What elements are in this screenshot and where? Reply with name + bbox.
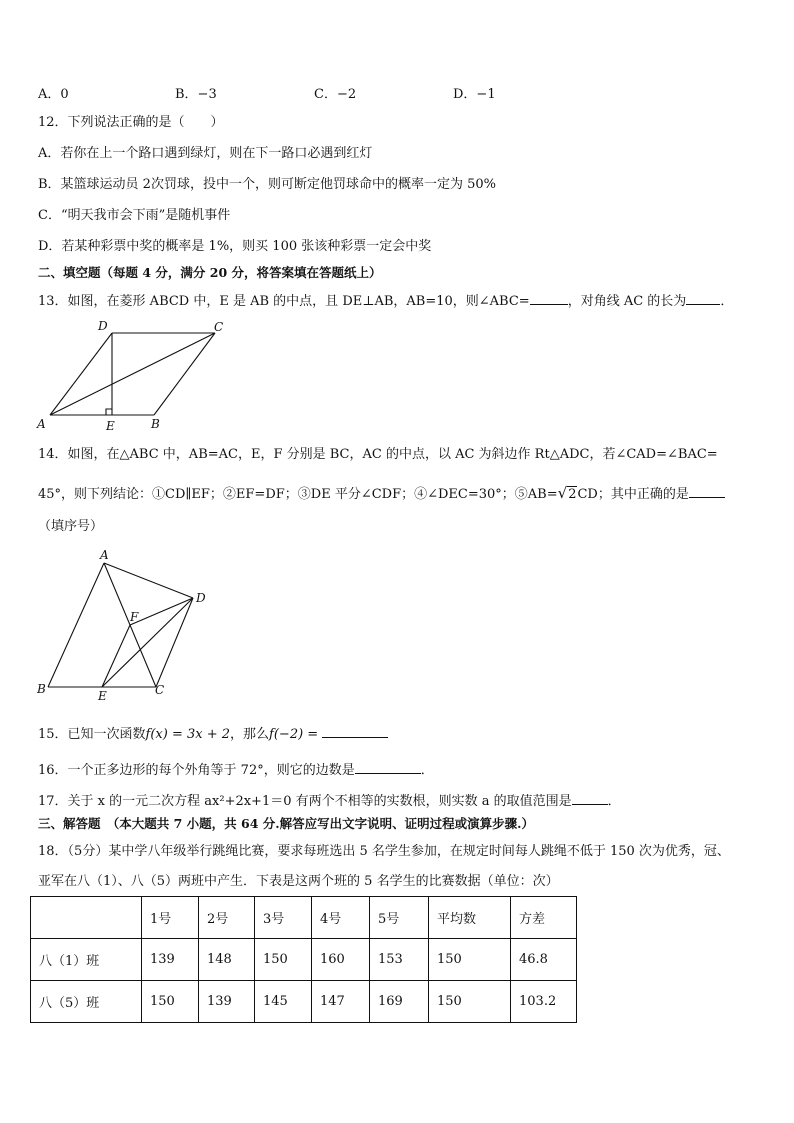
table-header-cell: 1号 bbox=[142, 897, 199, 939]
q11-option-d: D．−1 bbox=[453, 87, 496, 102]
edge-ad bbox=[50, 333, 112, 415]
table-cell: 103.2 bbox=[511, 981, 577, 1023]
q18-line-2: 亚军在八（1）、八（5）两班中产生．下表是这两个班的 5 名学生的比赛数据（单位：次） bbox=[38, 874, 559, 889]
label-a: A bbox=[37, 417, 46, 431]
section-3-heading: 三、解答题 （本大题共 7 小题，共 64 分.解答应写出文字说明、证明过程或演算步骤.） bbox=[38, 816, 534, 831]
diagonal-ac bbox=[50, 333, 215, 415]
label-b: B bbox=[37, 682, 46, 696]
q17-text bbox=[38, 790, 621, 811]
q16-text bbox=[38, 759, 434, 780]
q13-text bbox=[38, 290, 733, 311]
table-header-cell bbox=[31, 897, 142, 939]
q13-part2: ，对角线 AC 的长为 bbox=[567, 294, 687, 309]
table-cell: 八（1）班 bbox=[31, 939, 142, 981]
q13-part1: 13．如图，在菱形 ABCD 中，E 是 AB 的中点，且 DE⊥AB，AB=10，则∠ABC= bbox=[38, 294, 530, 309]
q14-triangle-figure bbox=[30, 545, 230, 705]
label-b: B bbox=[151, 417, 160, 431]
q16-part2: ． bbox=[420, 763, 434, 778]
table-cell: 150 bbox=[429, 981, 511, 1023]
q13-part3: ． bbox=[720, 294, 734, 309]
q15-function: f(x) = 3x + 2 bbox=[145, 727, 231, 742]
q14-line-2 bbox=[38, 483, 725, 504]
label-c: C bbox=[155, 683, 165, 697]
q14-blank[interactable] bbox=[689, 483, 725, 498]
q18-line-1: 18．（5分）某中学八年级举行跳绳比赛，要求每班选出 5 名学生参加，在规定时间每人跳绳不低于 150 次为优秀，冠、 bbox=[38, 844, 730, 859]
table-header-cell: 方差 bbox=[511, 897, 577, 939]
table-cell: 169 bbox=[370, 981, 429, 1023]
segment-ed bbox=[102, 598, 193, 687]
q17-part1: 17．关于 x 的一元二次方程 ax²+2x+1＝0 有两个不相等的实数根，则实数 a 的取值范围是 bbox=[38, 794, 572, 809]
edge-ad bbox=[104, 563, 193, 598]
label-f: F bbox=[130, 610, 139, 624]
table-header-cell: 2号 bbox=[199, 897, 255, 939]
table-cell: 147 bbox=[312, 981, 370, 1023]
q17-blank[interactable] bbox=[572, 790, 608, 805]
q14-line-2b: CD；其中正确的是 bbox=[577, 487, 689, 502]
q12-option-b: B．某篮球运动员 2次罚球，投中一个，则可断定他罚球命中的概率一定为 50% bbox=[38, 177, 496, 192]
table-cell: 160 bbox=[312, 939, 370, 981]
label-d: D bbox=[98, 319, 108, 333]
table-row bbox=[31, 981, 577, 1023]
q15-text bbox=[38, 723, 388, 744]
q13-rhombus-figure bbox=[30, 318, 240, 433]
q15-part2: ，那么 bbox=[230, 727, 270, 742]
q12-stem: 12．下列说法正确的是（ ） bbox=[38, 115, 224, 130]
q13-blank-1[interactable] bbox=[530, 290, 568, 305]
q15-function-value: f(−2) = bbox=[269, 727, 319, 742]
table-header-row bbox=[31, 897, 577, 939]
q12-option-c: C．“明天我市会下雨”是随机事件 bbox=[38, 208, 231, 223]
label-e: E bbox=[106, 419, 115, 433]
score-table bbox=[30, 896, 577, 1023]
table-cell: 八（5）班 bbox=[31, 981, 142, 1023]
q14-line-2a: 45°，则下列结论：①CD∥EF；②EF=DF；③DE 平分∠CDF；④∠DEC=30°；⑤AB= bbox=[38, 487, 558, 502]
q13-blank-2[interactable] bbox=[686, 290, 720, 305]
label-e: E bbox=[98, 689, 107, 703]
q17-part2: ． bbox=[607, 794, 621, 809]
sqrt-radicand: 2 bbox=[568, 487, 577, 502]
label-d: D bbox=[196, 591, 206, 605]
edge-cb bbox=[154, 333, 215, 415]
table-cell: 139 bbox=[199, 981, 255, 1023]
q11-option-c: C．−2 bbox=[314, 87, 357, 102]
table-cell: 145 bbox=[255, 981, 312, 1023]
q11-option-a: A．0 bbox=[38, 87, 69, 102]
q14-line-1: 14．如图，在△ABC 中，AB=AC，E，F 分别是 BC，AC 的中点，以 AC 为斜边作 Rt△ADC，若∠CAD=∠BAC= bbox=[38, 447, 718, 462]
right-angle-mark bbox=[106, 409, 112, 415]
q14-line-3: （填序号） bbox=[38, 519, 104, 534]
label-c: C bbox=[214, 320, 224, 334]
q15-part1: 15．已知一次函数 bbox=[38, 727, 146, 742]
q11-option-b: B．−3 bbox=[175, 87, 217, 102]
table-header-cell: 3号 bbox=[255, 897, 312, 939]
section-2-heading: 二、填空题（每题 4 分，满分 20 分，将答案填在答题纸上） bbox=[38, 265, 382, 280]
table-cell: 150 bbox=[255, 939, 312, 981]
q12-option-a: A．若你在上一个路口遇到绿灯，则在下一路口必遇到红灯 bbox=[38, 146, 373, 161]
table-header-cell: 5号 bbox=[370, 897, 429, 939]
sqrt-symbol: √ bbox=[557, 484, 568, 502]
q16-blank[interactable] bbox=[355, 759, 421, 774]
table-cell: 153 bbox=[370, 939, 429, 981]
table-row bbox=[31, 939, 577, 981]
table-cell: 150 bbox=[429, 939, 511, 981]
edge-ab bbox=[48, 563, 104, 687]
q15-blank[interactable] bbox=[322, 723, 388, 738]
label-a: A bbox=[100, 548, 109, 562]
table-header-cell: 平均数 bbox=[429, 897, 511, 939]
q16-part1: 16．一个正多边形的每个外角等于 72°，则它的边数是 bbox=[38, 763, 355, 778]
table-cell: 46.8 bbox=[511, 939, 577, 981]
table-cell: 150 bbox=[142, 981, 199, 1023]
segment-ef bbox=[102, 625, 130, 687]
q12-option-d: D．若某种彩票中奖的概率是 1%，则买 100 张该种彩票一定会中奖 bbox=[38, 239, 432, 254]
table-header-cell: 4号 bbox=[312, 897, 370, 939]
table-cell: 139 bbox=[142, 939, 199, 981]
table-cell: 148 bbox=[199, 939, 255, 981]
